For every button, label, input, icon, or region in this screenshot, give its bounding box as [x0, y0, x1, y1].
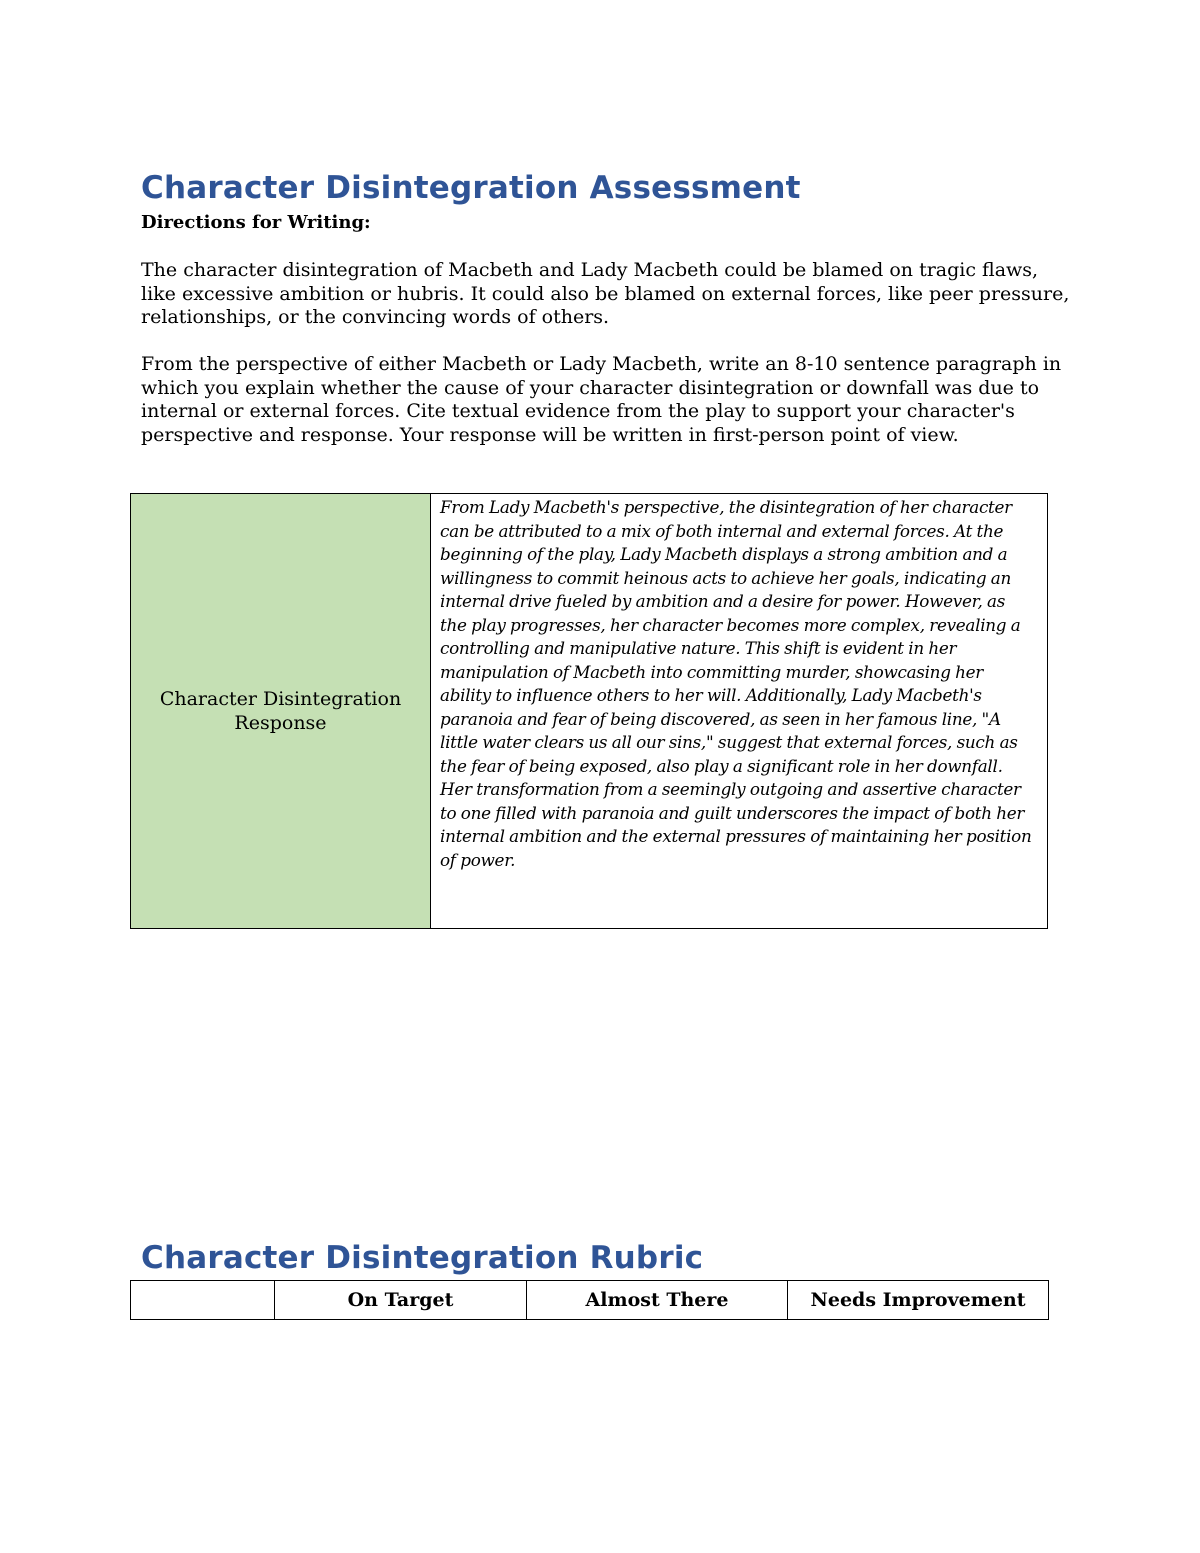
directions-paragraph-2: From the perspective of either Macbeth or Lady Macbeth, write an 8-10 sentence paragraph in which you explain whether the cause of your character disintegration or downfall was due to internal or external forces. Cite textual evidence from the play to support your character's perspective and response. Your response will be written in first-person point of view. [141, 353, 1062, 446]
directions-heading: Directions for Writing: [141, 212, 371, 233]
rubric-table [130, 1280, 1049, 1320]
rubric-header-row [131, 1281, 1049, 1320]
response-text[interactable]: From Lady Macbeth's perspective, the disintegration of her character can be attributed to a mix of both internal and external forces. At the beginning of the play, Lady Macbeth displays a strong ambition and a willingness to commit heinous acts to achieve her goals, indicating an internal drive fueled by ambition and a desire for power. However, as the play progresses, her character becomes more complex, revealing a controlling and manipulative nature. This shift is evident in her manipulation of Macbeth into committing murder, showcasing her ability to influence others to her will. Additionally, Lady Macbeth's paranoia and fear of being discovered, as seen in her famous line, "A little water clears us all our sins," suggest that external forces, such as the fear of being exposed, also play a significant role in her downfall. Her transformation from a seemingly outgoing and assertive character to one filled with paranoia and guilt underscores the impact of both her internal ambition and the external pressures of maintaining her position of power. [440, 497, 1032, 870]
rubric-header-blank [131, 1281, 275, 1320]
rubric-header-on-target: On Target [275, 1281, 527, 1320]
response-label: Character Disintegration Response [159, 688, 402, 734]
response-table [130, 493, 1048, 929]
rubric-header-almost-there: Almost There [527, 1281, 788, 1320]
response-label-cell [131, 494, 431, 929]
response-text-cell[interactable] [431, 494, 1048, 929]
response-row [131, 494, 1048, 929]
rubric-title: Character Disintegration Rubric [141, 1240, 704, 1276]
page-title: Character Disintegration Assessment [141, 170, 801, 206]
rubric-header-needs-improvement: Needs Improvement [788, 1281, 1049, 1320]
directions-paragraph-1: The character disintegration of Macbeth and Lady Macbeth could be blamed on tragic flaws, like excessive ambition or hubris. It could also be blamed on external forces, like peer pressure, relationships, or the convincing words of others. [141, 259, 1070, 329]
